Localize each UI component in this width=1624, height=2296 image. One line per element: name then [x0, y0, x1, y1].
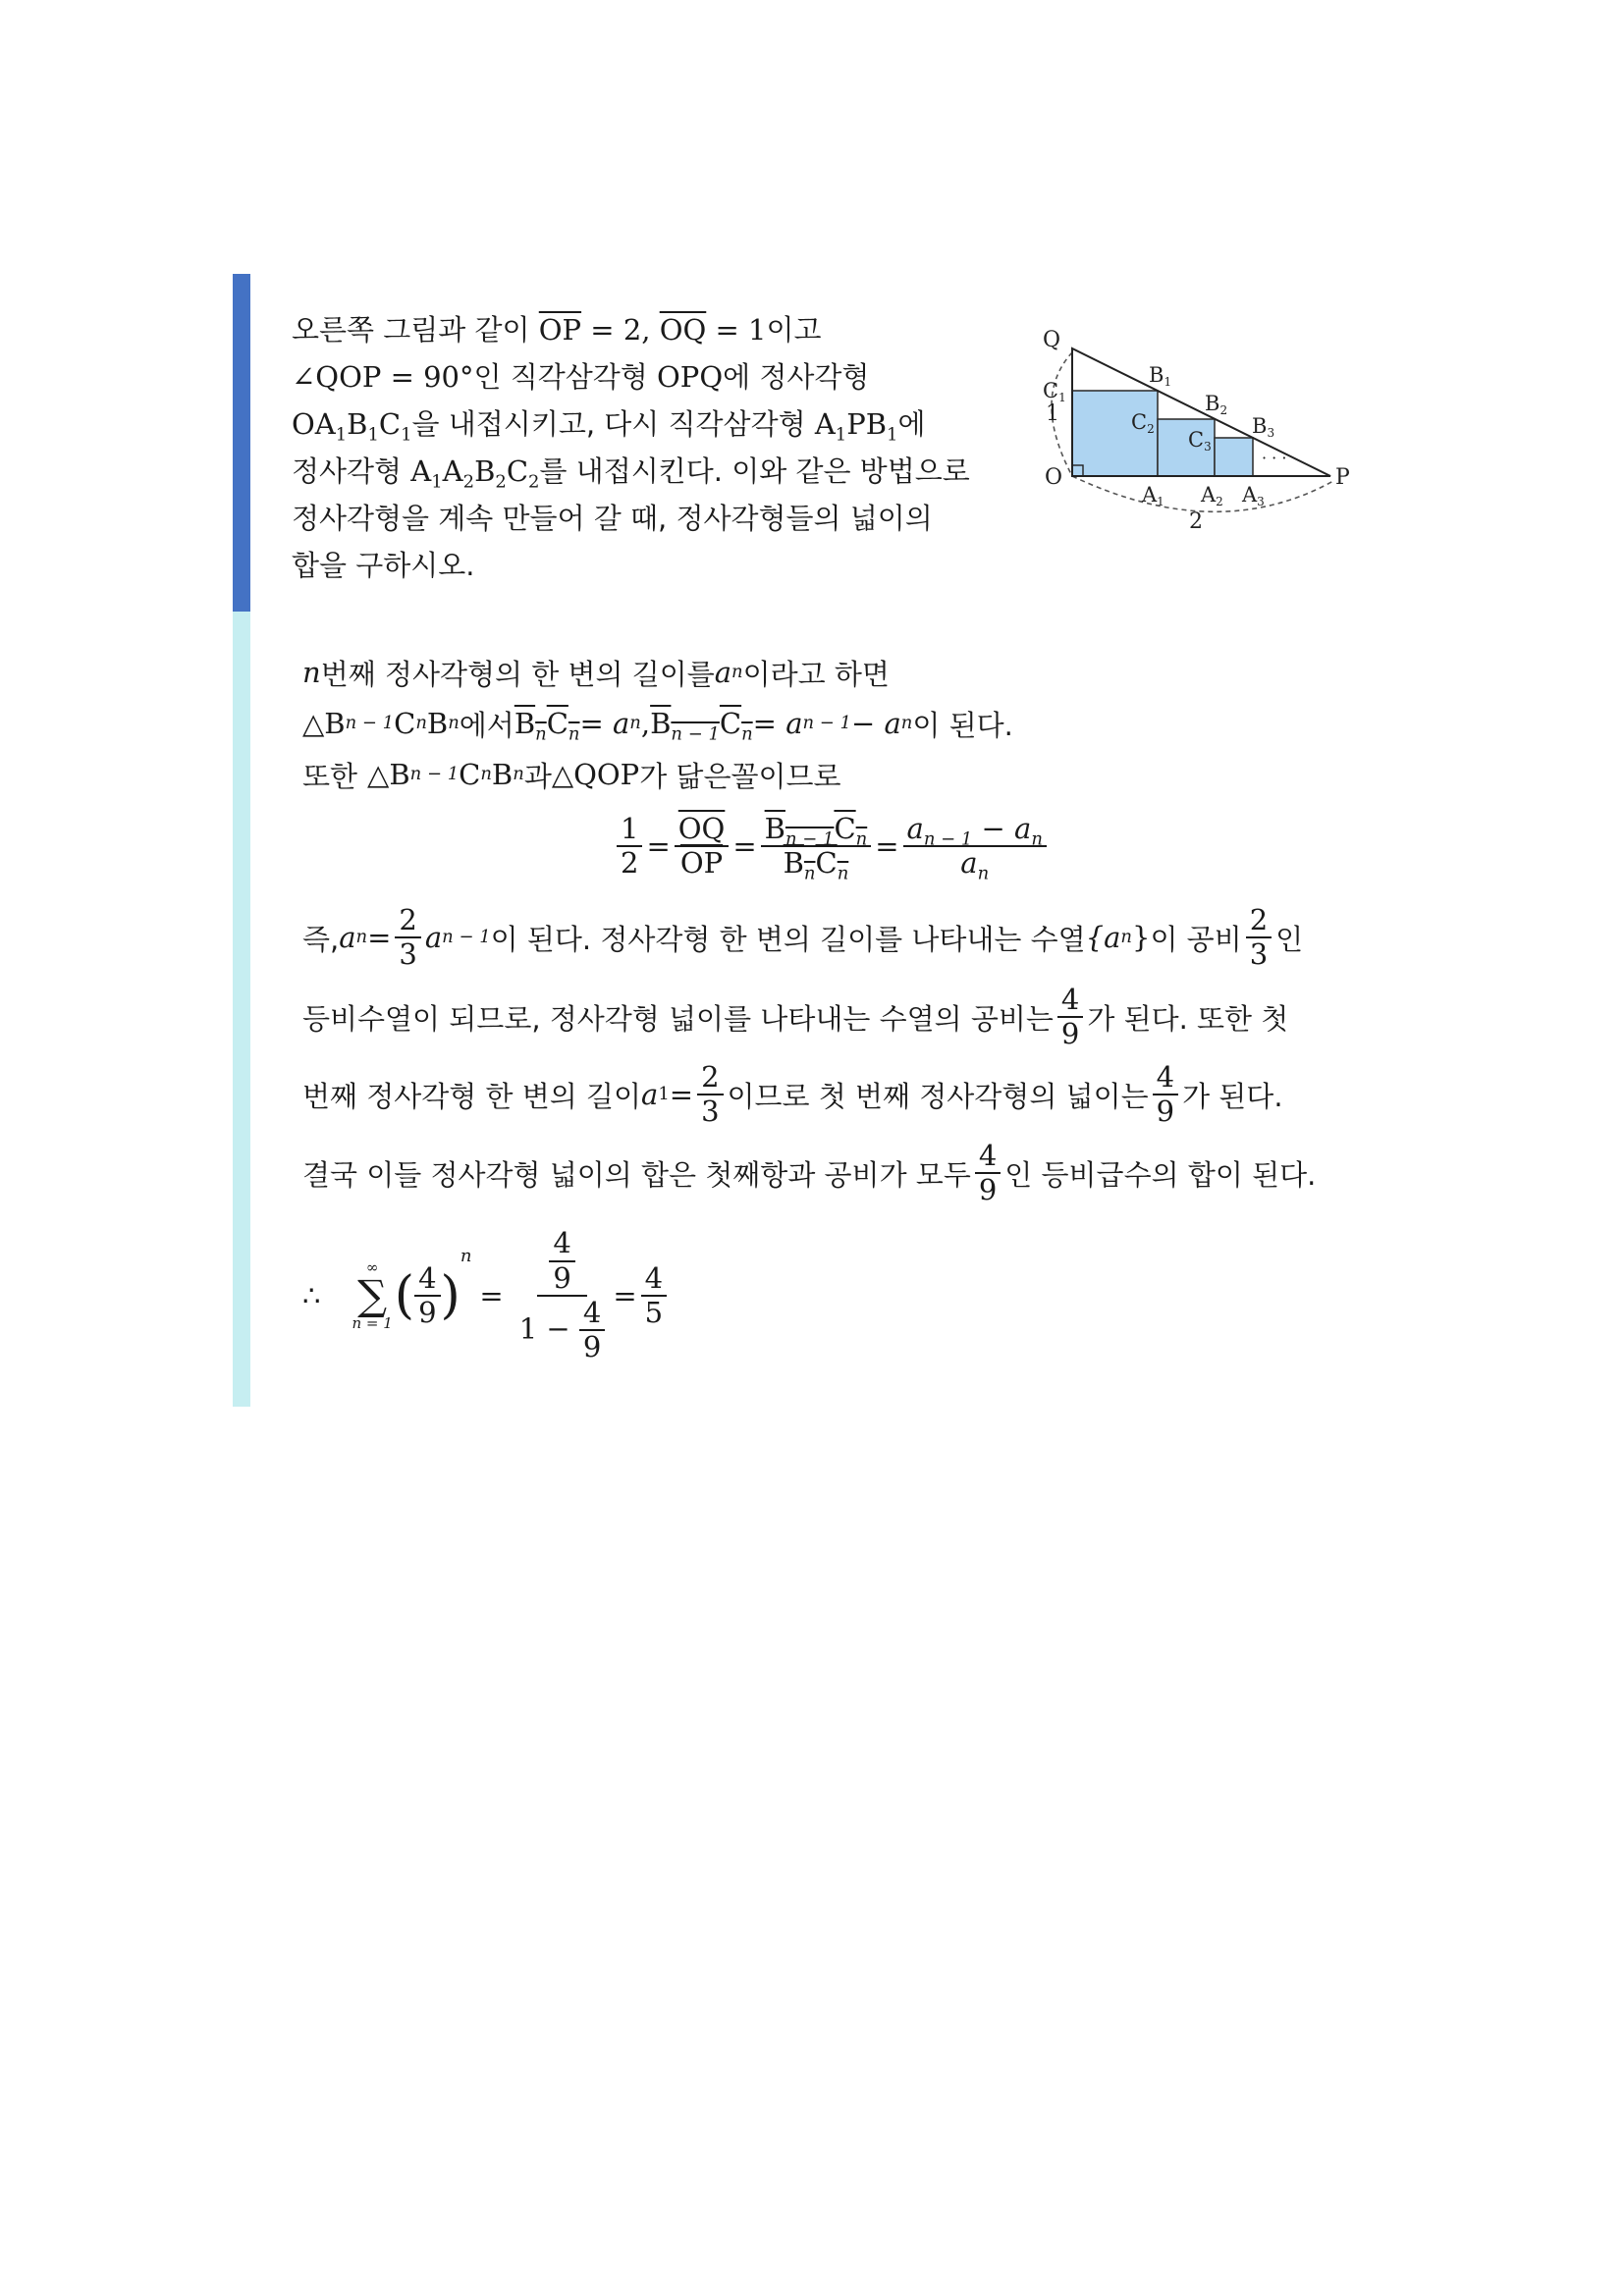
solution-line-4: 즉, a n = $\frac{2}{3}$ a n − 1 이 된다. 정사각형 한 변의 길이를 나타내는 수열 {a n } 이 공비 $\frac{2}{3}$ 인	[302, 902, 1304, 971]
label-b3: B3	[1252, 414, 1275, 440]
label-a1: A1	[1142, 483, 1164, 508]
fraction-ratio-two-thirds: $\frac{2}{3}$	[1246, 904, 1272, 972]
fraction-b-c-ratio: $\frac{B_{n - 1}C_n}{B_nC_n}$	[761, 813, 872, 881]
label-side-op: 2	[1189, 509, 1203, 534]
fraction-oq-op: $\frac{\overline{OQ}}{OP}$	[675, 813, 730, 881]
fraction-four-ninths: $\frac{4}{9}$	[1057, 984, 1083, 1051]
problem-line-2: ∠QOP = 90°인 직각삼각형 OPQ에 정사각형	[292, 360, 870, 394]
solution-line-3: 또한 △B n − 1 C n B n 과 △QOP 가 닮은꼴이므로	[302, 758, 841, 793]
label-b2: B2	[1205, 392, 1228, 417]
square-3	[1215, 438, 1253, 476]
fraction-complex: $\frac{4}{9}$ 1 − $\frac{4}{9}$	[515, 1227, 610, 1363]
fraction-a-ratio: $\frac{a_{n - 1} - a_n}{a_n}$	[903, 813, 1047, 881]
similarity-equation: $\frac{1}{2}$ = $\frac{\overline{OQ}}{OP}$ = $\frac{B_{n - 1}C_n}{B_nC_n}$ = $\frac{a_{n - 1} - a_n}{a_n}$	[613, 807, 1051, 885]
problem-line-5: 정사각형을 계속 만들어 갈 때, 정사각형들의 넓이의	[292, 502, 933, 535]
solution-line-2: △B n − 1 C n B n 에서 $B_nC_n$ = a n , $B_{n - 1}C_n$ = a n − 1 − a n 이 된다.	[302, 707, 1013, 745]
fraction-two-thirds: $\frac{2}{3}$	[395, 904, 420, 972]
solution-line-5: 등비수열이 되므로, 정사각형 넓이를 나타내는 수열의 공비는 $\frac{4}{9}$ 가 된다. 또한 첫	[302, 982, 1289, 1050]
fraction-paren: $\frac{4}{9}$	[414, 1262, 440, 1330]
problem-line-6: 합을 구하시오.	[292, 549, 475, 582]
solution-line-6: 번째 정사각형 한 변의 길이 a 1 = $\frac{2}{3}$ 이므로 첫 번째 정사각형의 넓이는 $\frac{4}{9}$ 가 된다.	[302, 1059, 1283, 1128]
label-side-oq: 1	[1046, 401, 1059, 426]
label-q: Q	[1043, 328, 1061, 352]
label-a2: A2	[1201, 483, 1223, 508]
fraction-result: $\frac{4}{5}$	[641, 1262, 667, 1330]
fraction-first-side: $\frac{2}{3}$	[697, 1061, 723, 1129]
label-b1: B1	[1149, 363, 1172, 389]
solution-line-1: n 번째 정사각형의 한 변의 길이를 a n 이라고 하면	[302, 656, 890, 691]
label-o: O	[1045, 465, 1063, 490]
solution-line-7: 결국 이들 정사각형 넓이의 합은 첫째항과 공비가 모두 $\frac{4}{9}$ 인 등비급수의 합이 된다.	[302, 1138, 1317, 1206]
fraction-one-half: $\frac{1}{2}$	[617, 813, 642, 881]
fraction-first-area: $\frac{4}{9}$	[1153, 1061, 1178, 1129]
label-c1: C1	[1043, 379, 1066, 404]
sigma-notation: ∞ ∑ n = 1	[352, 1258, 393, 1332]
problem-line-4: 정사각형 $A_1A_2B_2C_2$를 내접시킨다. 이와 같은 방법으로	[292, 454, 970, 493]
problem-line-3: $OA_1B_1C_1$을 내접시키고, 다시 직각삼각형 $A_1PB_1$에	[292, 407, 926, 446]
problem-accent-bar	[233, 274, 250, 612]
label-c3: C3	[1188, 428, 1212, 454]
solution-accent-bar	[233, 612, 250, 1407]
fraction-common: $\frac{4}{9}$	[975, 1140, 1001, 1207]
inscribed-squares-figure	[1021, 319, 1360, 535]
problem-statement	[292, 306, 999, 589]
label-p: P	[1335, 465, 1350, 490]
final-sum-equation: ∴ ∞ ∑ n = 1 ( $\frac{4}{9}$ ) n = $\frac{4}{9}$ 1 − $\frac{4}{9}$ = $\frac{4}{5}$	[302, 1227, 671, 1364]
label-a3: A3	[1242, 483, 1265, 508]
label-dots: · · ·	[1262, 449, 1287, 467]
label-c2: C2	[1131, 410, 1155, 436]
problem-line-1: 오른쪽 그림과 같이 $\overline{OP} = 2$, $\overline{OQ} = 1$이고	[292, 313, 822, 347]
